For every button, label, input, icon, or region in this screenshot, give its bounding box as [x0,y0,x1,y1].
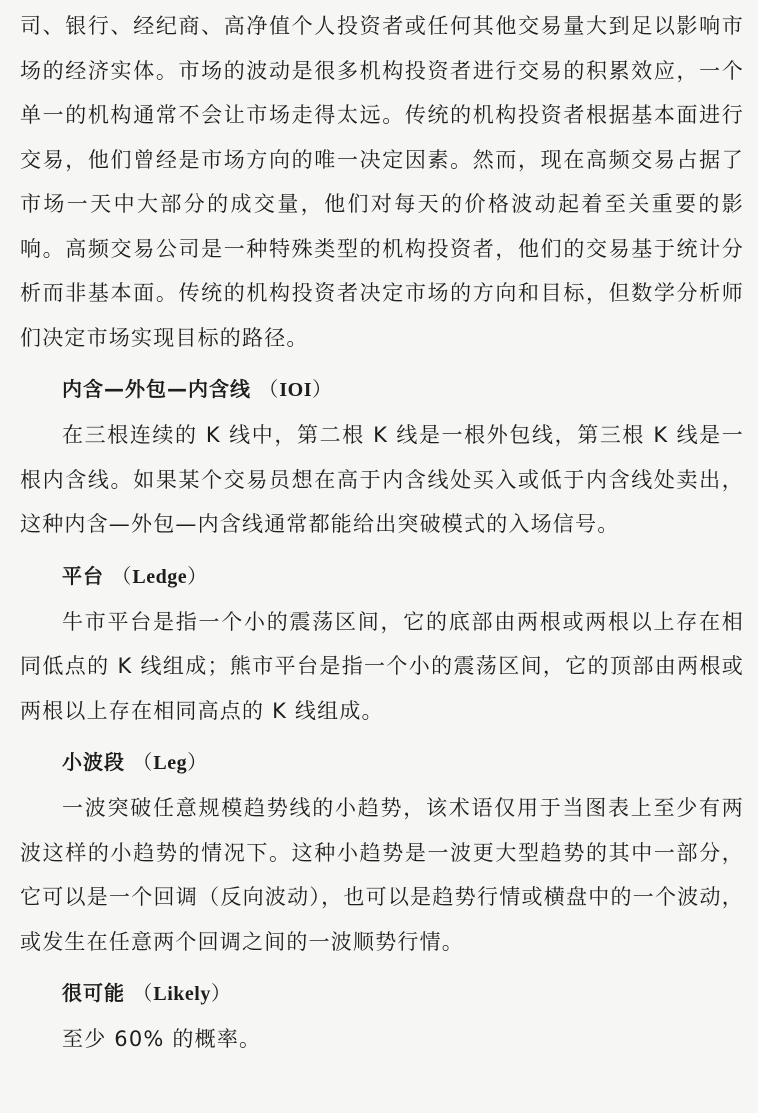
intro-paragraph: 司、银行、经纪商、高净值个人投资者或任何其他交易量大到足以影响市场的经济实体。市场的波动是很多机构投资者进行交易的积累效应，一个单一的机构通常不会让市场走得太远。传统的机构投资者根据基本面进行交易，他们曾经是市场方向的唯一决定因素。然而，现在高频交易占据了市场一天中大部分的成交量，他们对每天的价格波动起着至关重要的影响。高频交易公司是一种特殊类型的机构投资者，他们的交易基于统计分析而非基本面。传统的机构投资者决定市场的方向和目标，但数学分析师们决定市场实现目标的路径。 [20,14,744,350]
entry-term-en: Leg [153,752,188,774]
entry-body: 在三根连续的 K 线中，第二根 K 线是一根外包线，第三根 K 线是一根内含线。如果某个交易员想在高于内含线处买入或低于内含线处卖出，这种内含—外包—内含线通常都能给出突破模式的入场信号。 [20,423,744,536]
glossary-entry-leg [20,745,744,964]
entry-body: 牛市平台是指一个小的震荡区间，它的底部由两根或两根以上存在相同低点的 K 线组成；熊市平台是指一个小的震荡区间，它的顶部由两根或两根以上存在相同高点的 K 线组成。 [20,609,744,723]
entry-term-en: Likely [153,983,211,1005]
entry-term-cn: 平台 [62,563,104,588]
entry-term-cn: 小波段 [62,750,125,774]
entry-heading: 平台 （Ledge） [62,563,209,588]
glossary-entry-likely [20,976,744,1062]
entry-term-cn: 很可能 [62,981,125,1005]
entry-term-cn: 内含—外包—内含线 [62,377,251,401]
entry-heading: 小波段 （Leg） [62,750,209,774]
entry-heading: 内含—外包—内含线 （IOI） [62,377,333,401]
entry-heading: 很可能 （Likely） [62,981,232,1005]
glossary-entry-ioi [20,372,744,547]
glossary-entry-ledge [20,559,744,734]
entry-term-en: IOI [279,379,312,401]
entry-body: 一波突破任意规模趋势线的小趋势，该术语仅用于当图表上至少有两波这样的小趋势的情况下。这种小趋势是一波更大型趋势的其中一部分，它可以是一个回调（反向波动），也可以是趋势行情或横盘中的一个波动，或发生在任意两个回调之间的一波顺势行情。 [20,796,744,954]
entry-term-en: Ledge [132,565,188,588]
entry-body: 至少 60% 的概率。 [62,1027,262,1051]
